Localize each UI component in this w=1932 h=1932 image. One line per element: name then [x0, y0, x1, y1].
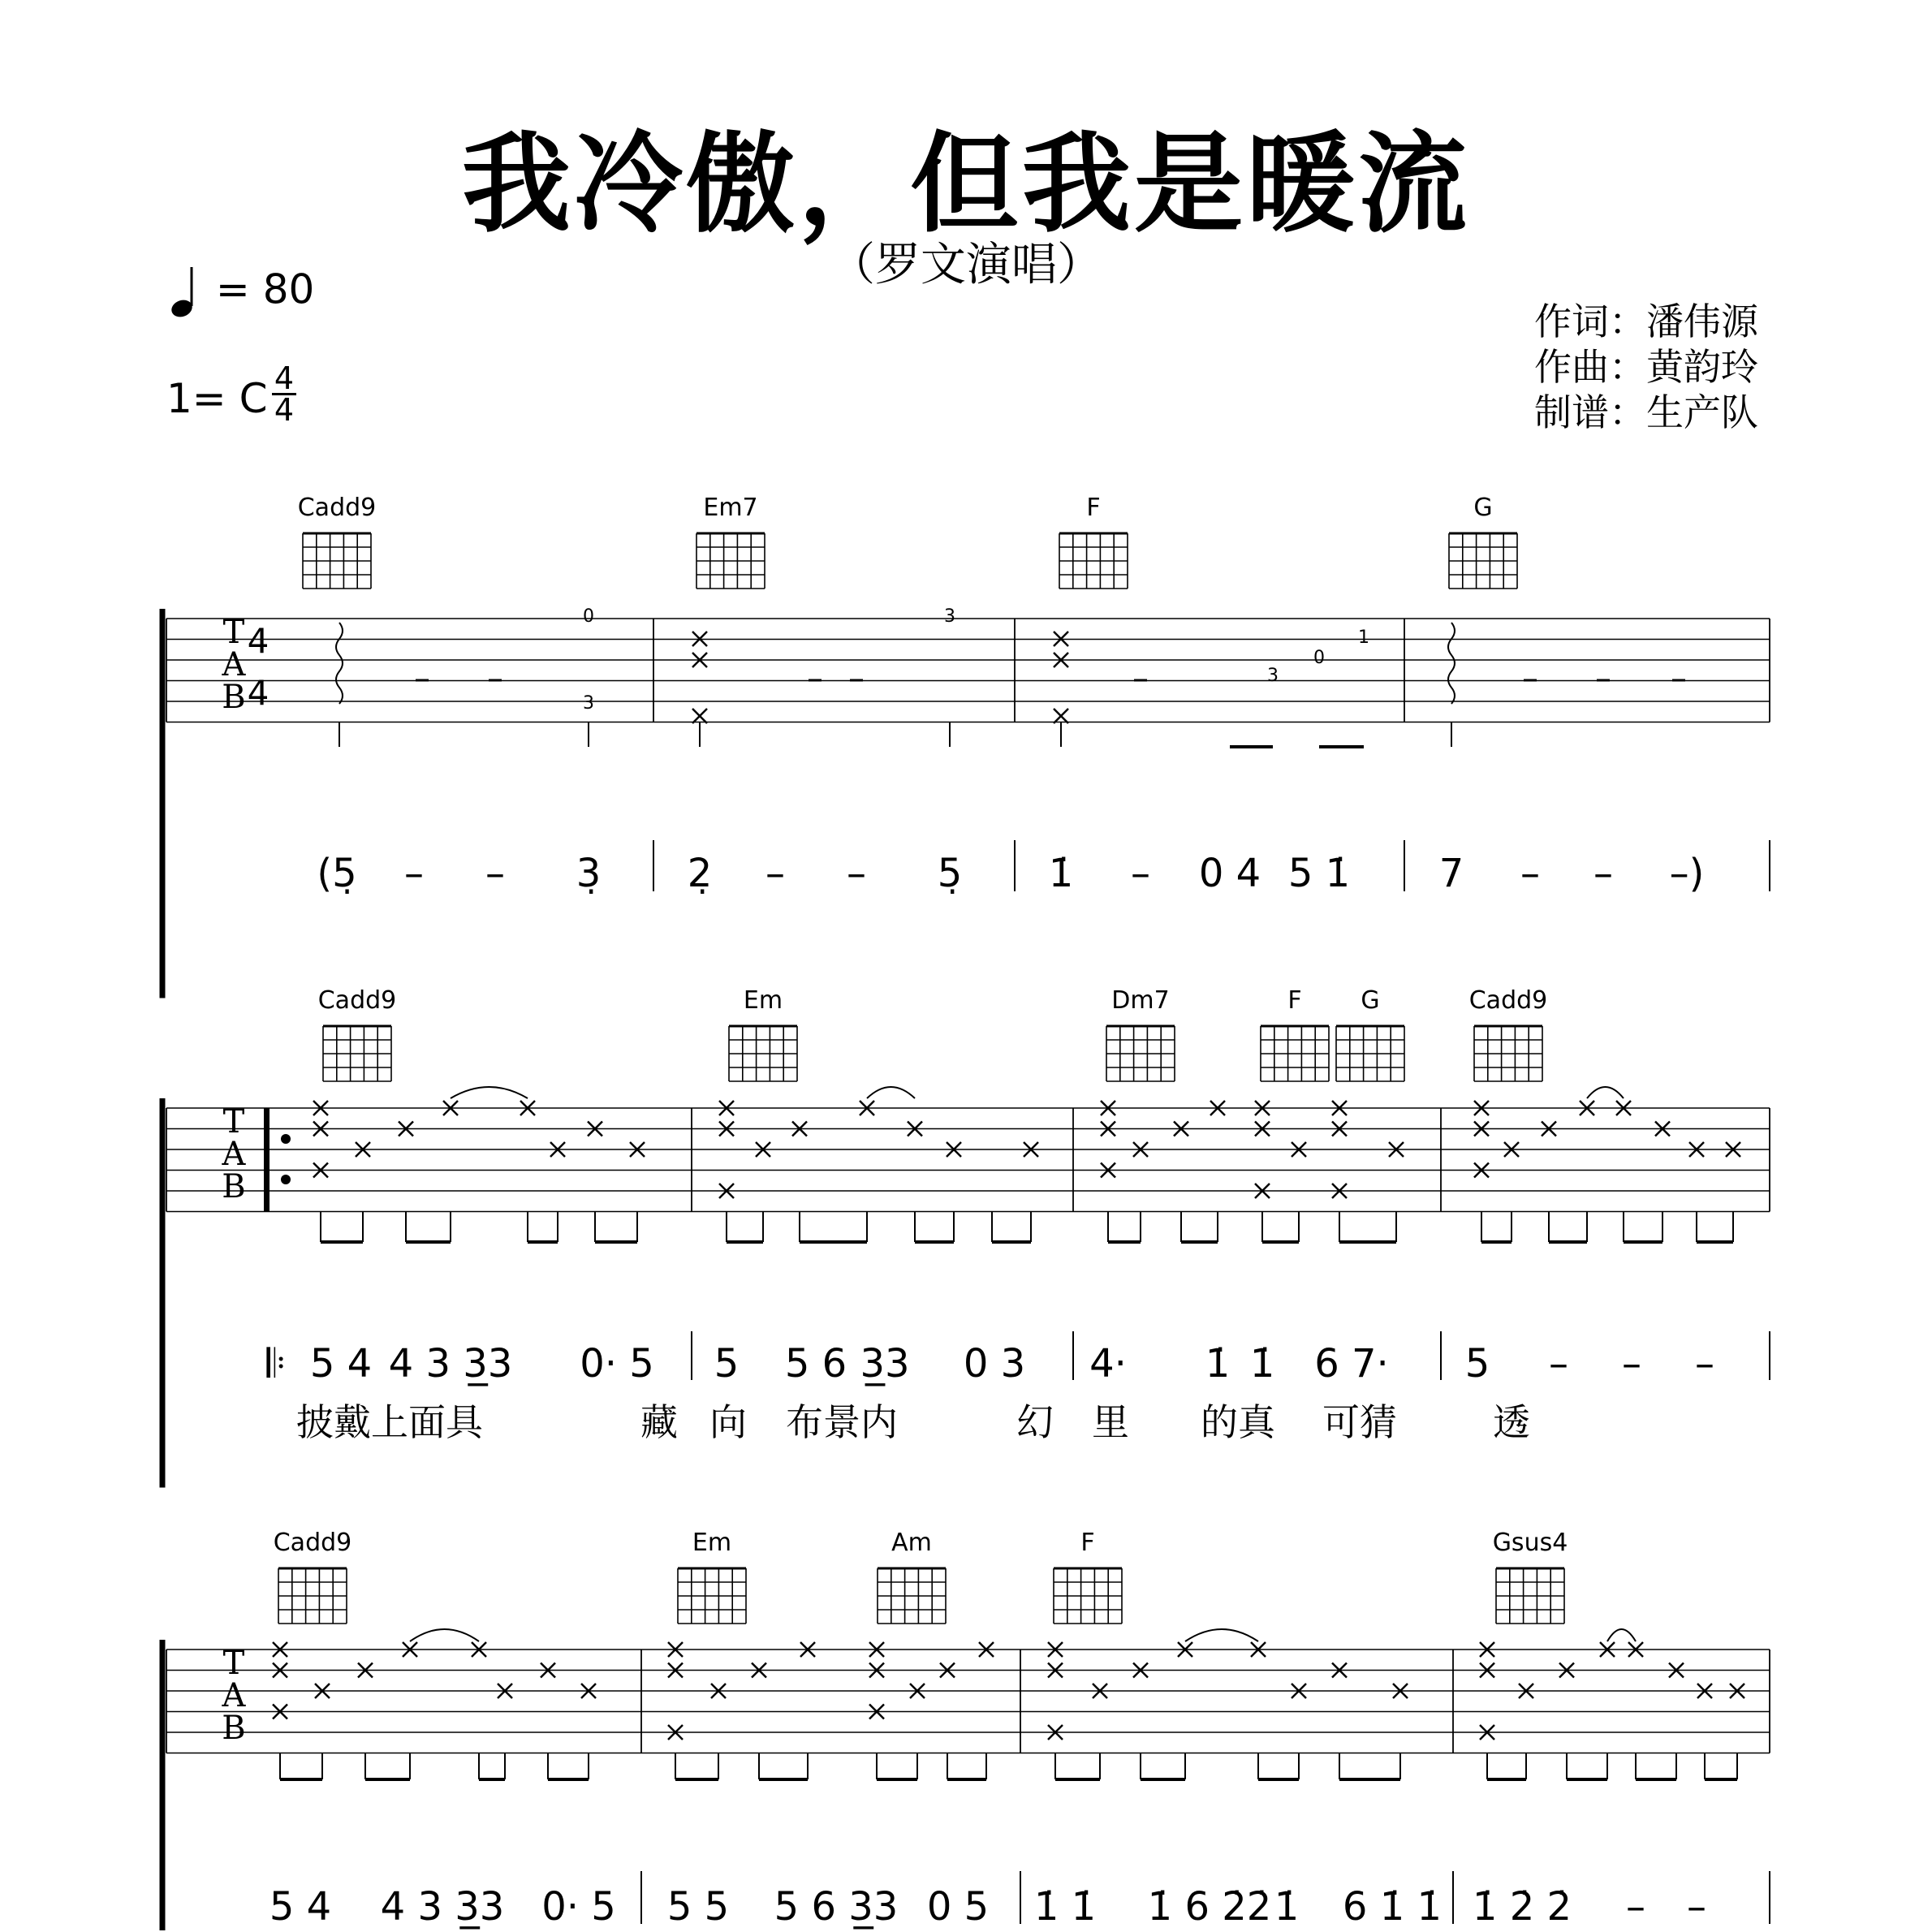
notation-note: – [1622, 1341, 1641, 1386]
notation-note: – [765, 851, 785, 896]
chord-name: F [1287, 986, 1302, 1015]
notation-note: 1̇ 1̇ [1033, 1884, 1097, 1930]
tab-time-signature: 4 [247, 621, 270, 661]
arranger-credit: 制谱：生产队 [1534, 390, 1758, 434]
tab-staff-3 [166, 1650, 1770, 1753]
fret-number: 3 [583, 693, 594, 714]
notation-note: 5 [714, 1341, 740, 1386]
notation-note: – [404, 851, 424, 896]
chord-name: Em [692, 1529, 732, 1557]
fret-number: 0 [583, 606, 594, 627]
notation-note: – [485, 851, 505, 896]
notation-note: 0 3 [963, 1341, 1026, 1386]
chord-diagram [678, 1568, 746, 1624]
tab-clef-letter: A [222, 1677, 246, 1714]
tab-time-signature: 4 [247, 673, 270, 713]
notation-note: 2̣ [687, 851, 713, 896]
chord-name: F [1080, 1529, 1095, 1557]
notation-note: 5 4 [269, 1884, 332, 1930]
fret-number: 1 [1358, 627, 1369, 648]
lyric: 的真 [1201, 1400, 1275, 1444]
notation-note: 5 4 [309, 1341, 373, 1386]
song-subtitle: （罗文演唱） [830, 239, 1102, 291]
notation-note: 5 5 [666, 1884, 730, 1930]
chord-name: Em [743, 986, 783, 1015]
notation-note: – [1626, 1884, 1645, 1930]
notation-note: 0 4 [1198, 851, 1261, 896]
notation-note: – [847, 851, 866, 896]
notation-note: – [1131, 851, 1150, 896]
tempo-value: = 80 [215, 265, 315, 313]
strum-arrow [1448, 623, 1455, 704]
repeat-dot [281, 1134, 291, 1144]
notation-note: 5 6 3̲3 [774, 1884, 899, 1930]
notation-note: 1̇ [1274, 1884, 1300, 1930]
time-signature-top: 4 [274, 360, 295, 396]
notation-note: 5̣ [937, 851, 963, 896]
tie [410, 1629, 479, 1641]
notation-note: 6 7· [1314, 1341, 1389, 1386]
notation-note: 5 1̇ [1287, 851, 1351, 896]
notation-note: 3̲3 [860, 1341, 910, 1386]
tab-clef-letter: B [222, 1168, 246, 1205]
notation-note: 0· 5 [580, 1341, 654, 1386]
notation-note: 0· 5 [541, 1884, 616, 1930]
tie [1607, 1629, 1636, 1641]
repeat-barline [264, 1108, 270, 1212]
notation-note: – [1520, 851, 1540, 896]
notation-note: 1̇ [1205, 1341, 1231, 1386]
tab-clef-letter: A [222, 646, 246, 684]
notation-note: (5̣ [317, 851, 357, 896]
composer-credit: 作曲：黄韵玲 [1534, 345, 1758, 389]
chord-name: Cadd9 [317, 986, 397, 1015]
chord-name: Cadd9 [297, 494, 377, 522]
chord-diagram [303, 533, 371, 589]
tie [1185, 1629, 1258, 1641]
chord-name: Dm7 [1111, 986, 1170, 1015]
fret-number: 0 [1313, 648, 1325, 668]
lyric: 向 [709, 1400, 747, 1444]
notation-note: 6 1̇ 1̇ [1342, 1884, 1443, 1930]
repeat-dot [281, 1175, 291, 1184]
chord-name: F [1086, 494, 1101, 522]
notation-note: 7 [1438, 851, 1464, 896]
chord-name: Cadd9 [1468, 986, 1548, 1015]
key-signature: 1= C [166, 375, 268, 422]
fret-number: 3 [1267, 666, 1279, 686]
notation-note: 4 3 3̲3 [380, 1884, 505, 1930]
notation-note: – [1687, 1884, 1706, 1930]
strum-arrow [336, 623, 343, 704]
tab-clef-letter: T [222, 1103, 245, 1141]
x-note [692, 709, 707, 723]
notation-note: –) [1669, 851, 1705, 896]
chord-name: Cadd9 [273, 1529, 352, 1557]
notation-note: 1̇ 2̇ 2̇ [1472, 1884, 1572, 1930]
chord-diagram [1474, 1026, 1542, 1081]
notation-note: 𝄆 [266, 1341, 286, 1386]
notation-note: – [1549, 1341, 1568, 1386]
notation-note: 1̇ [1048, 851, 1074, 896]
chord-name: Em7 [703, 494, 758, 522]
tab-clef-letter: T [222, 614, 245, 651]
tab-clef-letter: A [222, 1136, 246, 1173]
tab-clef-letter: B [222, 679, 246, 716]
notation-note: 5 6 [784, 1341, 847, 1386]
chord-name: G [1361, 986, 1380, 1015]
lyric: 里 [1092, 1400, 1129, 1444]
tie [451, 1087, 528, 1098]
chord-name: G [1473, 494, 1493, 522]
notation-note: 1̇ 6 2̇2̇ [1147, 1884, 1272, 1930]
x-note [1054, 709, 1068, 723]
tie [1587, 1087, 1624, 1098]
chord-diagram [1496, 1568, 1564, 1624]
chord-name: Gsus4 [1492, 1529, 1568, 1557]
lyric: 藏 [640, 1400, 678, 1444]
chord-name: Am [891, 1529, 932, 1557]
chord-diagram [1054, 1568, 1122, 1624]
chord-diagram [1106, 1026, 1175, 1081]
notation-note: – [1695, 1341, 1714, 1386]
lyricist-credit: 作词：潘伟源 [1534, 300, 1758, 343]
time-signature-bottom: 4 [274, 392, 295, 428]
chord-diagram [1261, 1026, 1329, 1081]
notation-note: 1̇ [1249, 1341, 1275, 1386]
notation-note: 4 3 3̲3 [388, 1341, 513, 1386]
chord-diagram [729, 1026, 797, 1081]
chord-diagram [323, 1026, 391, 1081]
lyric: 幻 [1016, 1400, 1054, 1444]
tab-staff-2 [166, 1108, 1770, 1212]
notation-note: – [1593, 851, 1613, 896]
chord-diagram [696, 533, 765, 589]
chord-diagram [878, 1568, 946, 1624]
tie [867, 1087, 915, 1098]
song-title: 我冷傲，但我是暖流 [461, 121, 1470, 248]
chord-diagram [1449, 533, 1517, 589]
chord-diagram [278, 1568, 347, 1624]
notation-note: 5 [1464, 1341, 1490, 1386]
notation-note: 3̣ [576, 851, 602, 896]
tab-staff-1 [166, 619, 1770, 722]
notation-note: 4· [1089, 1341, 1127, 1386]
tab-clef-letter: B [222, 1710, 246, 1747]
lyric: 布景内 [786, 1400, 898, 1444]
lyric: 透 [1493, 1400, 1530, 1444]
tab-clef-letter: T [222, 1645, 245, 1682]
lyric: 披戴上面具 [296, 1400, 483, 1444]
notation-note: 0 5 [926, 1884, 990, 1930]
chord-diagram [1336, 1026, 1404, 1081]
fret-number: 3 [944, 606, 955, 627]
chord-diagram [1059, 533, 1128, 589]
lyric: 可猜 [1322, 1400, 1397, 1444]
